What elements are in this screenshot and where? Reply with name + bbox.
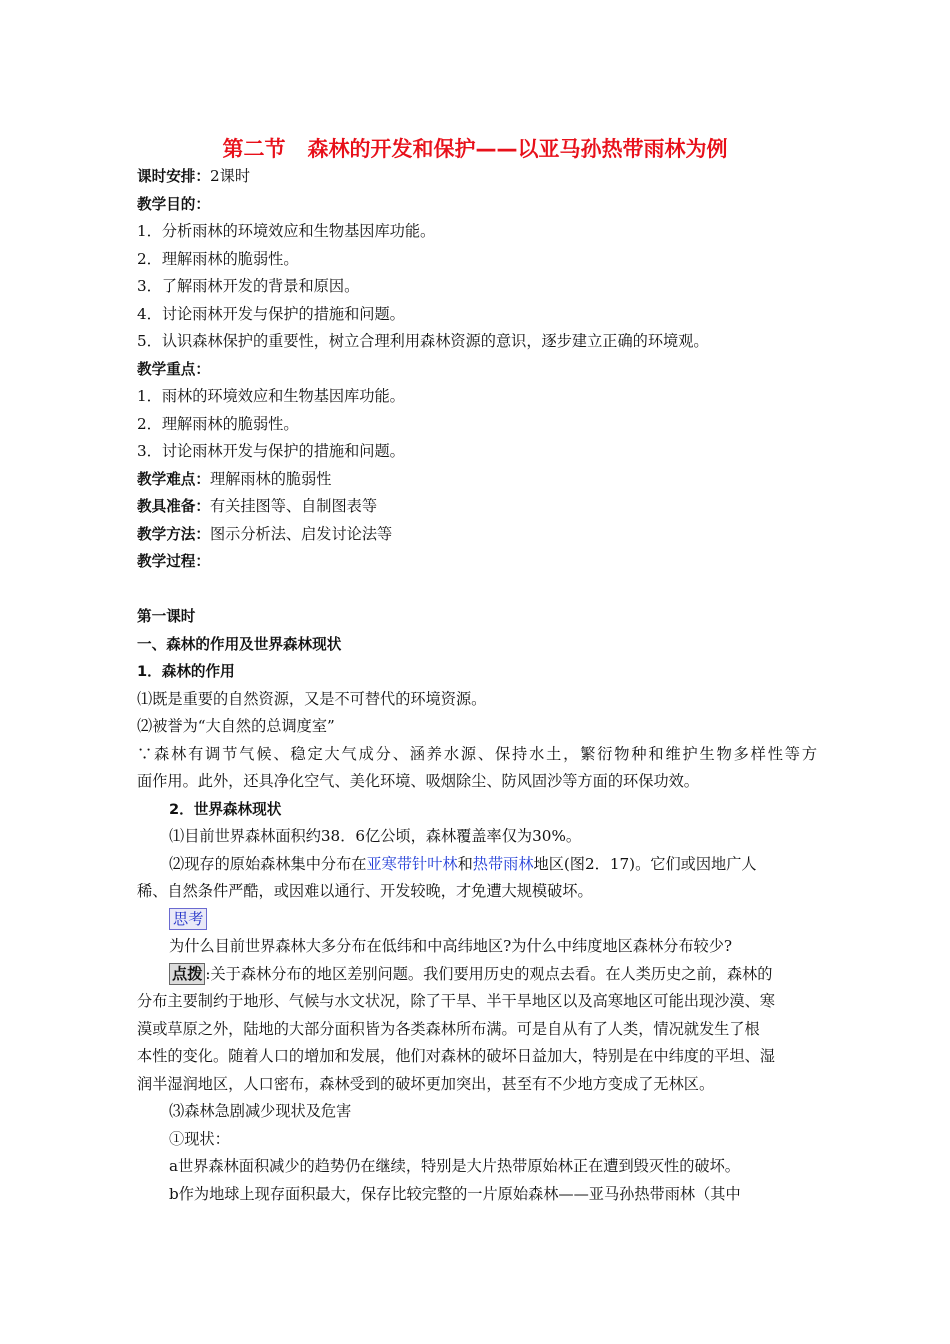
schedule-label: 课时安排： [137, 168, 210, 185]
hint-line [137, 961, 817, 989]
title-text: 森林的开发和保护——以亚马孙热带雨林为例 [307, 137, 728, 161]
paragraph-line: 面作用。此外，还具净化空气、美化环境、吸烟除尘、防风固沙等方面的环保功效。 [137, 772, 699, 790]
paragraph: ⑶森林急剧减少现状及危害 [169, 1102, 352, 1120]
difficulty-label: 教学难点： [137, 470, 210, 488]
objectives-heading: 教学目的： [137, 195, 210, 213]
subsection-heading: 2．世界森林现状 [169, 800, 282, 818]
schedule-line [137, 163, 817, 191]
methods-label: 教学方法： [137, 525, 210, 543]
key-point-item: 2．理解雨林的脆弱性。 [137, 414, 299, 433]
paragraph-line [137, 851, 817, 879]
paragraph: ⑵被誉为“大自然的总调度室” [137, 717, 335, 735]
spacer [137, 576, 817, 604]
hint-tag: 点拨 [169, 963, 205, 985]
document-title [0, 134, 950, 164]
key-point-item: 3．讨论雨林开发与保护的措施和问题。 [137, 442, 405, 460]
section-heading: 一、森林的作用及世界森林现状 [137, 635, 342, 653]
difficulty-line [137, 466, 817, 494]
paragraph: ⑴既是重要的自然资源，又是不可替代的环境资源。 [137, 689, 487, 708]
think-line [137, 906, 817, 934]
paragraph-line: 稀、自然条件严酷，或因难以通行、开发较晚，才免遭大规模破坏。 [137, 882, 593, 900]
tools-value: 有关挂图等、自制图表等 [209, 497, 378, 515]
subsection-heading: 1．森林的作用 [137, 663, 235, 680]
document-body [137, 163, 817, 1208]
text-run: 地区(图2．17)。它们或因地广人 [533, 854, 757, 873]
link-subarctic-coniferous-forest[interactable]: 亚寒带针叶林 [366, 854, 458, 873]
objective-item: 1．分析雨林的环境效应和生物基因库功能。 [137, 222, 436, 240]
key-point-item: 1．雨林的环境效应和生物基因库功能。 [137, 387, 405, 405]
objective-item: 4．讨论雨林开发与保护的措施和问题。 [137, 304, 405, 323]
key-points-heading: 教学重点： [137, 360, 210, 378]
methods-value: 图示分析法、启发讨论法等 [209, 524, 393, 543]
text-run: 和 [457, 854, 473, 873]
think-tag: 思考 [169, 908, 207, 930]
difficulty-value: 理解雨林的脆弱性 [209, 469, 332, 488]
objective-item: 2．理解雨林的脆弱性。 [137, 249, 299, 268]
link-tropical-rainforest[interactable]: 热带雨林 [472, 854, 534, 873]
paragraph: a世界森林面积减少的趋势仍在继续，特别是大片热带原始林正在遭到毁灭性的破坏。 [169, 1157, 740, 1175]
paragraph: b作为地球上现存面积最大，保存比较完整的一片原始森林——亚马孙热带雨林（其中 [169, 1184, 741, 1203]
think-question: 为什么目前世界森林大多分布在低纬和中高纬地区?为什么中纬度地区森林分布较少? [169, 937, 733, 955]
process-heading: 教学过程： [137, 553, 210, 570]
hint-text-line: 漠或草原之外，陆地的大部分面积皆为各类森林所布满。可是自从有了人类，情况就发生了根 [137, 1019, 760, 1038]
objective-item: 5．认识森林保护的重要性，树立合理利用森林资源的意识，逐步建立正确的环境观。 [137, 332, 709, 350]
paragraph: ①现状： [169, 1129, 230, 1148]
title-section-number: 第二节 [222, 137, 286, 161]
tools-line [137, 493, 817, 521]
paragraph: ⑴目前世界森林面积约38．6亿公顷，森林覆盖率仅为30%。 [169, 827, 582, 845]
text-run: ⑵现存的原始森林集中分布在 [169, 854, 367, 873]
schedule-value: 2课时 [209, 167, 251, 185]
tools-label: 教具准备： [137, 498, 210, 515]
objective-item: 3．了解雨林开发的背景和原因。 [137, 277, 360, 295]
paragraph-line: ∵森林有调节气候、稳定大气成分、涵养水源、保持水土，繁衍物种和维护生物多样性等方 [137, 744, 817, 763]
hint-text-line: 本性的变化。随着人口的增加和发展，他们对森林的破坏日益加大，特别是在中纬度的平坦、湿 [137, 1047, 775, 1065]
hint-text-line: 润半湿润地区，人口密布，森林受到的破坏更加突出，甚至有不少地方变成了无林区。 [137, 1074, 715, 1093]
methods-line [137, 521, 817, 549]
lesson-heading: 第一课时 [137, 608, 196, 625]
hint-text-line: 分布主要制约于地形、气候与水文状况，除了干旱、半干旱地区以及高寒地区可能出现沙漠、寒 [137, 992, 775, 1010]
hint-text: :关于森林分布的地区差别问题。我们要用历史的观点去看。在人类历史之前，森林的 [205, 964, 773, 983]
